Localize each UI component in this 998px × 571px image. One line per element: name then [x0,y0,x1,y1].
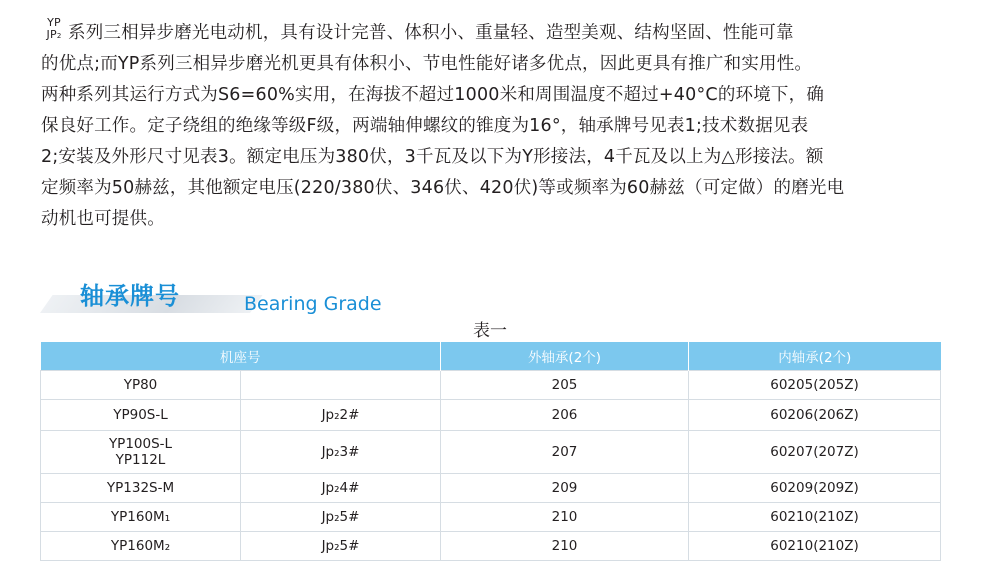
cell-inner: 60209(209Z) [689,474,941,503]
table-row [41,431,941,474]
cell-seat [41,431,241,474]
table-row [41,503,941,532]
intro-paragraph [41,18,941,235]
cell-inner: 60210(210Z) [689,503,941,532]
cell-jp: Jp₂5# [241,503,441,532]
cell-outer: 206 [441,400,689,431]
cell-jp: Jp₂3# [241,431,441,474]
cell-inner: 60210(210Z) [689,532,941,561]
bearing-table [40,342,941,561]
series-prefix [41,17,67,42]
table-row [41,474,941,503]
section-title-zh: 轴承牌号 [80,282,180,310]
cell-outer: 207 [441,431,689,474]
cell-outer: 209 [441,474,689,503]
intro-line-7: 动机也可提供。 [41,209,165,229]
cell-outer: 205 [441,371,689,400]
table-row [41,532,941,561]
section-heading [40,276,940,320]
header-outer-bearing: 外轴承(2个) [441,342,689,371]
header-seat: 机座号 [41,342,441,371]
cell-seat: YP132S-M [41,474,241,503]
table-header-row [41,342,941,371]
cell-inner: 60205(205Z) [689,371,941,400]
section-title-en: Bearing Grade [244,293,382,315]
cell-inner: 60207(207Z) [689,431,941,474]
intro-line-3: 两种系列其运行方式为S6=60%实用，在海拔不超过1000米和周围温度不超过+40°C的环境下，确 [41,85,825,105]
intro-line-1 [41,18,941,49]
intro-line-text: 系列三相异步磨光电动机，具有设计完普、体积小、重量轻、造型美观、结构坚固、性能可靠 [68,23,794,43]
intro-line-2: 的优点;而YP系列三相异步磨光机更具有体积小、节电性能好诸多优点，因此更具有推广和实用性。 [41,54,813,74]
cell-seat: YP160M₁ [41,503,241,532]
cell-seat: YP160M₂ [41,532,241,561]
table-row [41,371,941,400]
cell-jp: Jp₂2# [241,400,441,431]
intro-line-6: 定频率为50赫兹，其他额定电压(220/380伏、346伏、420伏)等或频率为60赫兹（可定做）的磨光电 [41,178,845,198]
intro-line-5: 2;安装及外形尺寸见表3。额定电压为380伏，3千瓦及以下为Y形接法，4千瓦及以上为△形接法。额 [41,147,824,167]
header-inner-bearing: 内轴承(2个) [689,342,941,371]
cell-seat-line: YP112L [115,452,166,468]
cell-outer: 210 [441,503,689,532]
cell-outer: 210 [441,532,689,561]
cell-inner: 60206(206Z) [689,400,941,431]
cell-jp [241,371,441,400]
intro-line-4: 保良好工作。定子绕组的绝缘等级F级，两端轴伸螺纹的锥度为16°，轴承牌号见表1;技术数据见表 [41,116,809,136]
cell-seat: YP90S-L [41,400,241,431]
series-prefix-top: YP [47,16,61,29]
cell-jp: Jp₂4# [241,474,441,503]
cell-jp: Jp₂5# [241,532,441,561]
cell-seat: YP80 [41,371,241,400]
table-caption: 表一 [473,321,507,341]
cell-seat-line: YP100S-L [108,436,173,452]
table-row [41,400,941,431]
series-prefix-bottom: JP2 [46,28,62,41]
